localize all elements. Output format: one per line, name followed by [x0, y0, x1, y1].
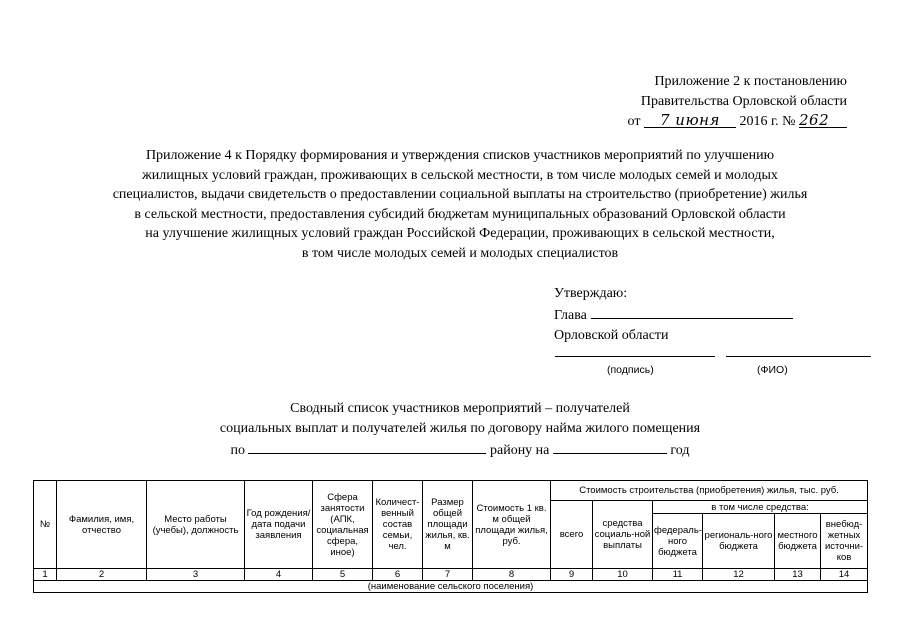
column-number: 7: [423, 569, 473, 581]
header-regional: региональ-ного бюджета: [703, 514, 775, 569]
handwritten-date: 7 июня: [644, 111, 736, 128]
heading-line: Приложение 4 к Порядку формирования и утверждения списков участников мероприятий по улучшению: [145, 148, 775, 163]
participants-table: [33, 480, 868, 593]
head-name-field: [591, 304, 793, 319]
header-family: Количест-венный состав семьи, чел.: [373, 481, 423, 569]
header-name: Фамилия, имя, отчество: [57, 481, 147, 569]
appendix-line-2: Правительства Орловской области: [640, 93, 847, 109]
column-number: 10: [593, 569, 653, 581]
column-number: 12: [703, 569, 775, 581]
column-number: 2: [57, 569, 147, 581]
header-incl: в том числе средства:: [653, 501, 868, 514]
column-numbers-row: [34, 569, 868, 581]
header-federal: федераль-ного бюджета: [653, 514, 703, 569]
year-text: 2016 г. №: [739, 114, 796, 129]
header-cost-group: Стоимость строительства (приобретения) жилья, тыс. руб.: [551, 481, 868, 501]
column-number: 4: [245, 569, 313, 581]
document-heading: [80, 146, 840, 263]
list-title-line-2: социальных выплат и получателей жилья по договору найма жилого помещения: [219, 421, 701, 436]
approve-label: Утверждаю:: [554, 286, 628, 301]
header-price: Стоимость 1 кв. м общей площади жилья, руб.: [473, 481, 551, 569]
settlement-row: [34, 581, 868, 593]
column-number: 3: [147, 569, 245, 581]
signature-caption: (подпись): [607, 364, 654, 376]
header-work: Место работы (учебы), должность: [147, 481, 245, 569]
heading-line: на улучшение жилищных условий граждан Российской Федерации, проживающих в сельской местности,: [145, 226, 775, 241]
header-num: №: [34, 481, 57, 569]
column-number: 6: [373, 569, 423, 581]
head-line: Глава: [554, 304, 793, 326]
column-number: 9: [551, 569, 593, 581]
district-field: [248, 439, 486, 454]
header-sphere: Сфера занятости (АПК, социальная сфера, иное): [313, 481, 373, 569]
column-number: 5: [313, 569, 373, 581]
appendix-block: [547, 72, 847, 132]
list-title-line-3: по району на год: [160, 439, 760, 461]
date-field: [553, 439, 667, 454]
from-label: от: [627, 114, 641, 129]
name-line: [726, 356, 871, 357]
list-title: [160, 399, 760, 461]
region-label: Орловской области: [554, 328, 669, 343]
column-number: 8: [473, 569, 551, 581]
heading-line: в том числе молодых семей и молодых специалистов: [301, 245, 619, 261]
approval-block: [554, 284, 793, 346]
heading-line: в сельской местности, предоставления субсидий бюджетам муниципальных образований Орловской области: [134, 206, 786, 222]
signature-line: [555, 356, 715, 357]
heading-line: специалистов, выдачи свидетельств о предоставлении социальной выплаты на строительство (приобретение) жилья: [112, 187, 808, 202]
appendix-date-line: [547, 111, 847, 132]
header-total: всего: [551, 501, 593, 569]
column-number: 13: [775, 569, 821, 581]
heading-line: жилищных условий граждан, проживающих в сельской местности, в том числе молодых семей и молодых: [142, 167, 778, 183]
header-local: местного бюджета: [775, 514, 821, 569]
column-number: 14: [821, 569, 868, 581]
header-area: Размер общей площади жилья, кв. м: [423, 481, 473, 569]
settlement-caption: (наименование сельского поселения): [34, 581, 868, 593]
list-title-line-1: Сводный список участников мероприятий – получателей: [290, 401, 630, 416]
column-number: 11: [653, 569, 703, 581]
appendix-line-1: Приложение 2 к постановлению: [654, 74, 847, 89]
header-offbudget: внебюд-жетных источни-ков: [821, 514, 868, 569]
header-year: Год рождения/ дата подачи заявления: [245, 481, 313, 569]
name-caption: (ФИО): [757, 364, 788, 376]
column-number: 1: [34, 569, 57, 581]
header-social: средства социаль-ной выплаты: [593, 501, 653, 569]
handwritten-number: 262: [799, 111, 847, 128]
